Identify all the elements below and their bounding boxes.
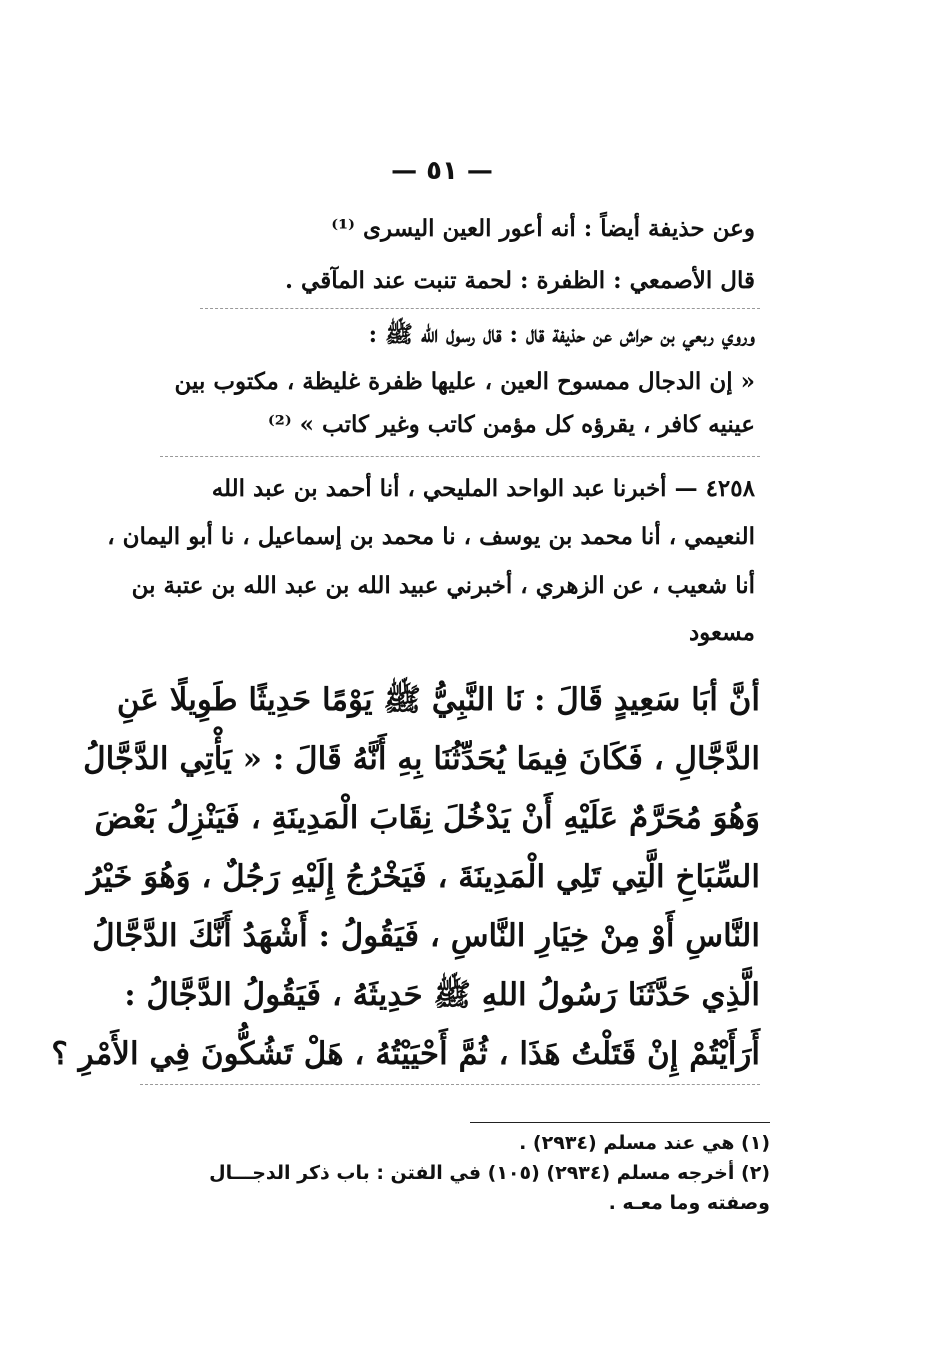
text-line: وعن حذيفة أيضاً : أنه أعور العين اليسرى ⁽¹⁾ bbox=[331, 215, 755, 242]
divider bbox=[140, 1084, 760, 1085]
divider bbox=[200, 308, 760, 309]
matn-line: النَّاسِ أَوْ مِنْ خِيَارِ النَّاسِ ، فَيَقُولُ : أَشْهَدُ أَنَّكَ الدَّجَّالُ bbox=[92, 918, 760, 954]
matn-line: وَهُوَ مُحَرَّمٌ عَلَيْهِ أَنْ يَدْخُلَ نِقَابَ الْمَدِينَةِ ، فَيَنْزِلُ بَعْضَ bbox=[94, 800, 760, 836]
text-line: « إن الدجال ممسوح العين ، عليها ظفرة غليظة ، مكتوب بين bbox=[174, 368, 755, 395]
footnote-1: (١) هي عند مسلم (٢٩٣٤) . bbox=[519, 1132, 770, 1154]
footnote-2-continued: وصفته وما معـه . bbox=[608, 1192, 770, 1214]
divider bbox=[160, 456, 760, 457]
footnote-2: (٢) أخرجه مسلم (٢٩٣٤) (١٠٥) في الفتن : باب ذكر الدجـــال bbox=[209, 1162, 770, 1184]
matn-line: الدَّجَّالِ ، فَكَانَ فِيمَا يُحَدِّثُنَا بِهِ أَنَّهُ قَالَ : « يَأْتِي الدَّجَّالُ bbox=[83, 741, 760, 777]
matn-line: الَّذِي حَدَّثَنَا رَسُولُ اللهِ ﷺ حَدِيثَهُ ، فَيَقُولُ الدَّجَّالُ : bbox=[124, 977, 760, 1013]
text-line: أنا شعيب ، عن الزهري ، أخبرني عبيد الله بن عبد الله بن عتبة بن bbox=[131, 572, 755, 599]
text-line: عينيه كافر ، يقرؤه كل مؤمن كاتب وغير كاتب » ⁽²⁾ bbox=[267, 411, 755, 438]
page-number: — ٥١ — bbox=[391, 156, 493, 186]
matn-line: أَرَأَيْتُمْ إِنْ قَتَلْتُ هَذَا ، ثُمَّ أَحْيَيْتُهُ ، هَلْ تَشُكُّونَ فِي الأَمْرِ ؟ bbox=[51, 1036, 760, 1072]
text-line: قال الأصمعي : الظفرة : لحمة تنبت عند المآقي . bbox=[285, 267, 755, 294]
footnote-separator bbox=[470, 1122, 770, 1123]
matn-line: السِّبَاخِ الَّتِي تَلِي الْمَدِينَةَ ، فَيَخْرُجُ إِلَيْهِ رَجُلٌ ، وَهُوَ خَيْرُ bbox=[86, 859, 760, 895]
text-line: النعيمي ، أنا محمد بن يوسف ، نا محمد بن إسماعيل ، نا أبو اليمان ، bbox=[107, 523, 755, 550]
text-line: مسعود bbox=[688, 619, 755, 646]
text-line: وروي ربعي بن حراش عن حذيفة قال : قال رسول الله ﷺ : bbox=[368, 321, 755, 348]
matn-line: أنَّ أبَا سَعِيدٍ قَالَ : نَا النَّبِيُّ ﷺ يَوْمًا حَدِيثًا طَوِيلًا عَنِ bbox=[116, 682, 760, 718]
hadith-number-line: ٤٢٥٨ — أخبرنا عبد الواحد المليحي ، أنا أحمد بن عبد الله bbox=[211, 475, 755, 502]
